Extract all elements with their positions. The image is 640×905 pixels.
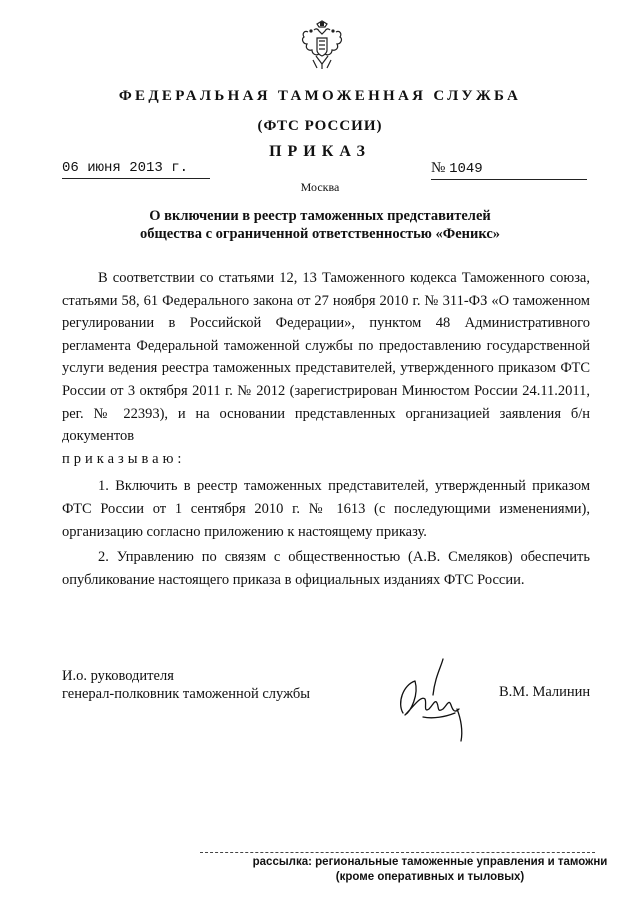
- preamble-paragraph: В соответствии со статьями 12, 13 Таможенного кодекса Таможенного союза, статьями 58, 61 Федерального закона от 27 ноября 2010 г. № 311-ФЗ «О таможенном регулировании в Российской Федерации», пунктом 48 Административного регламента Федеральной таможенной службы по предоставлению государственной услуги ведения реестра таможенных представителей, утвержденного приказом ФТС России от 3 октября 2011 г. № 2012 (зарегистрирован Минюстом России 24.11.2011, рег. № 22393), и на основании представленных организацией заявления б/н документов: [62, 270, 590, 445]
- order-number-field: [431, 160, 587, 180]
- city: Москва: [300, 180, 340, 194]
- distribution-list: [240, 855, 620, 885]
- order-subject: [90, 207, 550, 243]
- handwritten-signature: [393, 655, 473, 745]
- subject-line-2: общества с ограниченной ответственностью «Феникс»: [139, 226, 501, 242]
- agency-name: ФЕДЕРАЛЬНАЯ ТАМОЖЕННАЯ СЛУЖБА: [118, 88, 522, 104]
- document-type: ПРИКАЗ: [269, 143, 371, 160]
- distribution-divider: [200, 852, 595, 853]
- signatory-position: [62, 667, 310, 703]
- order-body: [62, 267, 590, 591]
- order-date: 06 июня 2013 г.: [62, 160, 210, 179]
- orders-word: приказываю:: [62, 450, 186, 467]
- subject-line-1: О включении в реестр таможенных представителей: [149, 208, 491, 224]
- order-number: 1049: [449, 161, 483, 177]
- number-label: №: [431, 160, 446, 176]
- russian-coat-of-arms-icon: [300, 20, 344, 70]
- order-item-1: 1. Включить в реестр таможенных представителей, утвержденный приказом ФТС России от 1 сентября 2010 г. № 1613 (с последующими изменениями), организацию согласно приложению к настоящему приказу.: [62, 478, 590, 540]
- order-item-2: 2. Управлению по связям с общественностью (А.В. Смеляков) обеспечить опубликование настоящего приказа в официальных изданиях ФТС России.: [62, 549, 590, 588]
- position-line-1: И.о. руководителя: [62, 668, 174, 684]
- signer-name: В.М. Малинин: [499, 684, 591, 700]
- distribution-line-2: (кроме оперативных и тыловых): [335, 871, 525, 883]
- agency-short-name: (ФТС РОССИИ): [257, 118, 383, 134]
- distribution-line-1: рассылка: региональные таможенные управления и таможни: [252, 856, 608, 868]
- position-line-2: генерал-полковник таможенной службы: [62, 686, 311, 702]
